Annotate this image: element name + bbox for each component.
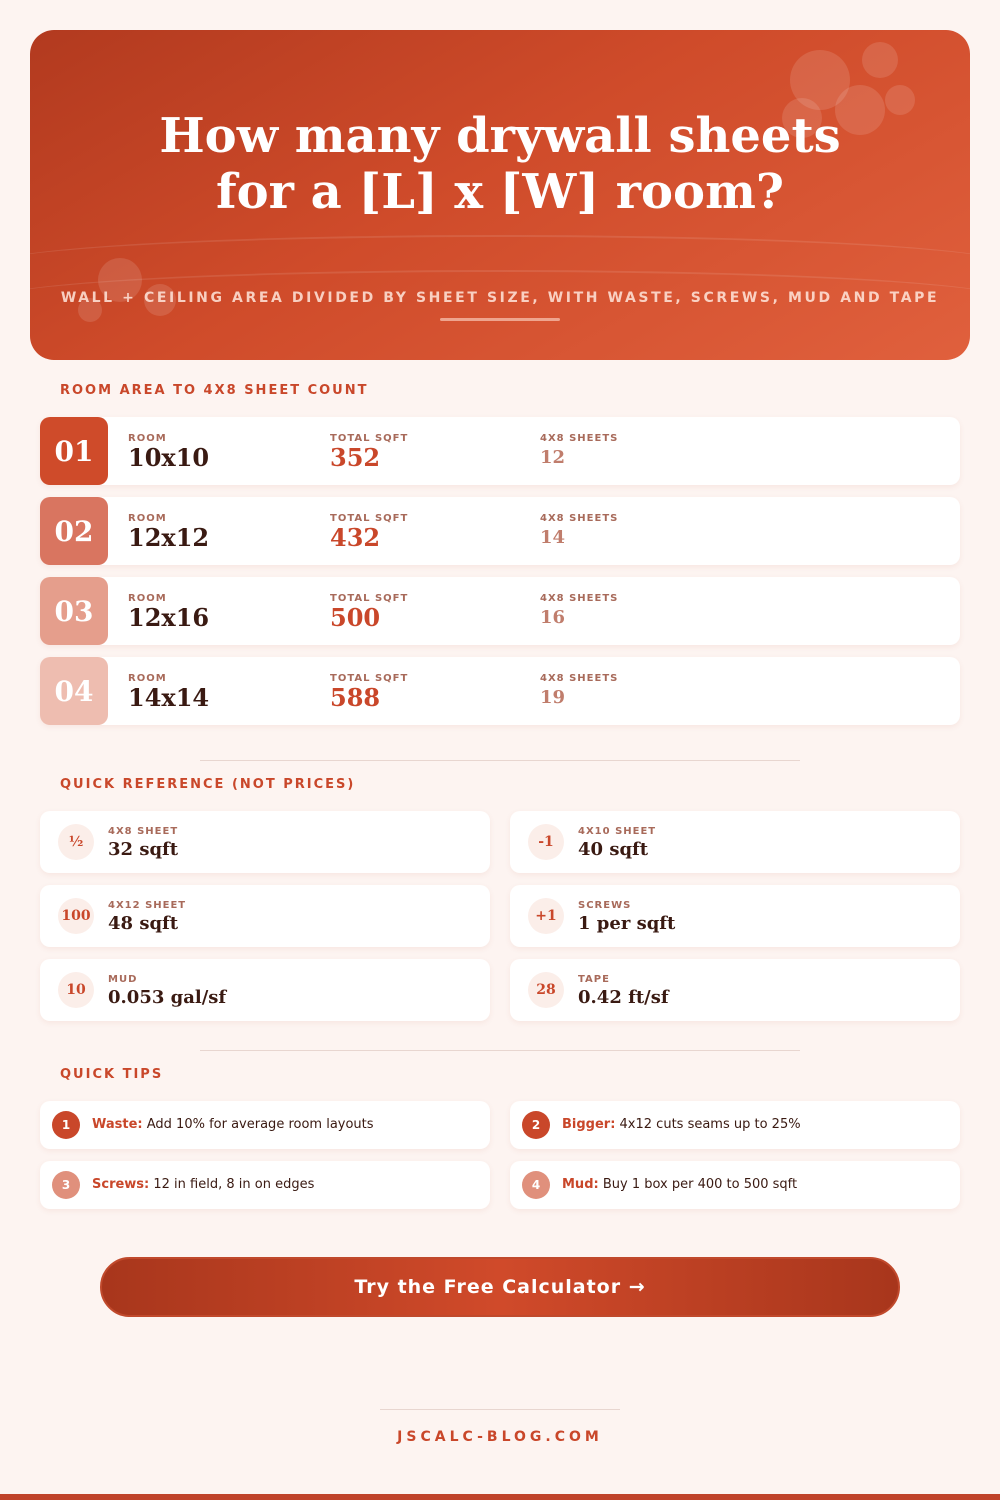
total-sqft-value: 352 (330, 443, 381, 472)
reference-value: 40 sqft (578, 839, 649, 860)
bottom-bar (0, 1494, 1000, 1500)
total-sqft-cell (330, 673, 408, 712)
room-size-label: ROOM (128, 433, 167, 444)
tip-number-badge: 4 (522, 1171, 550, 1199)
room-size-label: ROOM (128, 673, 167, 684)
tip-card (510, 1161, 960, 1209)
sheet-count-label: 4X8 SHEETS (540, 513, 619, 524)
room-size-value: 12x16 (128, 603, 210, 632)
tip-description: 12 in field, 8 in on edges (149, 1177, 315, 1192)
room-row-number: 02 (40, 497, 108, 565)
tip-card (40, 1101, 490, 1149)
total-sqft-value: 588 (330, 683, 381, 712)
room-size-label: ROOM (128, 513, 167, 524)
tips-section-title: QUICK TIPS (60, 1067, 164, 1082)
room-size-value: 10x10 (128, 443, 210, 472)
decor-circle (862, 42, 898, 78)
tip-number-badge: 2 (522, 1111, 550, 1139)
tip-text (562, 1177, 797, 1192)
reference-value: 0.42 ft/sf (578, 987, 669, 1008)
reference-section-title: QUICK REFERENCE (NOT PRICES) (60, 777, 356, 792)
room-row (40, 577, 960, 645)
title-line-1: How many drywall sheets (159, 108, 841, 164)
room-row (40, 657, 960, 725)
sheet-count-label: 4X8 SHEETS (540, 673, 619, 684)
reference-badge: 100 (58, 898, 94, 934)
room-size-value: 12x12 (128, 523, 210, 552)
room-row-number: 04 (40, 657, 108, 725)
total-sqft-value: 500 (330, 603, 381, 632)
reference-card (40, 811, 490, 873)
reference-card (510, 885, 960, 947)
reference-value: 32 sqft (108, 839, 179, 860)
tip-text (562, 1117, 801, 1132)
reference-card (40, 959, 490, 1021)
reference-label: TAPE (578, 974, 610, 985)
tip-keyword: Screws: (92, 1177, 150, 1192)
tip-keyword: Waste: (92, 1117, 143, 1132)
room-row-number: 03 (40, 577, 108, 645)
divider (200, 1050, 800, 1051)
room-size-value: 14x14 (128, 683, 210, 712)
calculator-cta-button[interactable]: Try the Free Calculator → (100, 1257, 900, 1317)
reference-label: 4X8 SHEET (108, 826, 179, 837)
tip-text (92, 1117, 374, 1132)
tip-keyword: Bigger: (562, 1117, 616, 1132)
reference-card (510, 811, 960, 873)
subtitle-underline (440, 318, 560, 321)
reference-badge: +1 (528, 898, 564, 934)
room-size-cell (128, 673, 209, 712)
reference-label: MUD (108, 974, 138, 985)
room-row-number: 01 (40, 417, 108, 485)
total-sqft-value: 432 (330, 523, 381, 552)
reference-badge: 10 (58, 972, 94, 1008)
hero-banner (30, 30, 970, 360)
room-row (40, 417, 960, 485)
reference-card (510, 959, 960, 1021)
room-size-label: ROOM (128, 593, 167, 604)
footer-divider (380, 1409, 620, 1410)
tip-card (510, 1101, 960, 1149)
title-line-2: for a [L] x [W] room? (216, 164, 784, 220)
reference-badge: ½ (58, 824, 94, 860)
room-size-cell (128, 433, 209, 472)
reference-badge: 28 (528, 972, 564, 1008)
total-sqft-cell (330, 513, 408, 552)
footer-site-link[interactable]: JSCALC-BLOG.COM (397, 1429, 603, 1445)
sheet-count-value: 16 (540, 607, 566, 628)
reference-label: 4X10 SHEET (578, 826, 657, 837)
tip-keyword: Mud: (562, 1177, 599, 1192)
sheet-count-cell (540, 433, 618, 472)
page-title (30, 108, 970, 220)
room-size-cell (128, 513, 209, 552)
sheet-count-cell (540, 673, 618, 712)
reference-value: 48 sqft (108, 913, 179, 934)
rooms-section-title: ROOM AREA TO 4X8 SHEET COUNT (60, 383, 369, 398)
total-sqft-cell (330, 433, 408, 472)
tip-text (92, 1177, 314, 1192)
sheet-count-cell (540, 593, 618, 632)
divider (200, 760, 800, 761)
room-size-cell (128, 593, 209, 632)
sheet-count-cell (540, 513, 618, 552)
sheet-count-value: 12 (540, 447, 566, 468)
room-row (40, 497, 960, 565)
tip-number-badge: 3 (52, 1171, 80, 1199)
reference-badge: -1 (528, 824, 564, 860)
total-sqft-label: TOTAL SQFT (330, 673, 409, 684)
tip-description: Buy 1 box per 400 to 500 sqft (598, 1177, 798, 1192)
reference-card (40, 885, 490, 947)
total-sqft-label: TOTAL SQFT (330, 433, 409, 444)
tip-number-badge: 1 (52, 1111, 80, 1139)
page-subtitle: WALL + CEILING AREA DIVIDED BY SHEET SIZE, WITH WASTE, SCREWS, MUD AND TAPE (60, 290, 940, 306)
sheet-count-value: 19 (540, 687, 566, 708)
reference-value: 0.053 gal/sf (108, 987, 227, 1008)
total-sqft-cell (330, 593, 408, 632)
sheet-count-value: 14 (540, 527, 566, 548)
total-sqft-label: TOTAL SQFT (330, 593, 409, 604)
reference-label: SCREWS (578, 900, 632, 911)
sheet-count-label: 4X8 SHEETS (540, 593, 619, 604)
reference-value: 1 per sqft (578, 913, 676, 934)
total-sqft-label: TOTAL SQFT (330, 513, 409, 524)
reference-label: 4X12 SHEET (108, 900, 187, 911)
tip-card (40, 1161, 490, 1209)
tip-description: 4x12 cuts seams up to 25% (615, 1117, 801, 1132)
tip-description: Add 10% for average room layouts (142, 1117, 374, 1132)
sheet-count-label: 4X8 SHEETS (540, 433, 619, 444)
